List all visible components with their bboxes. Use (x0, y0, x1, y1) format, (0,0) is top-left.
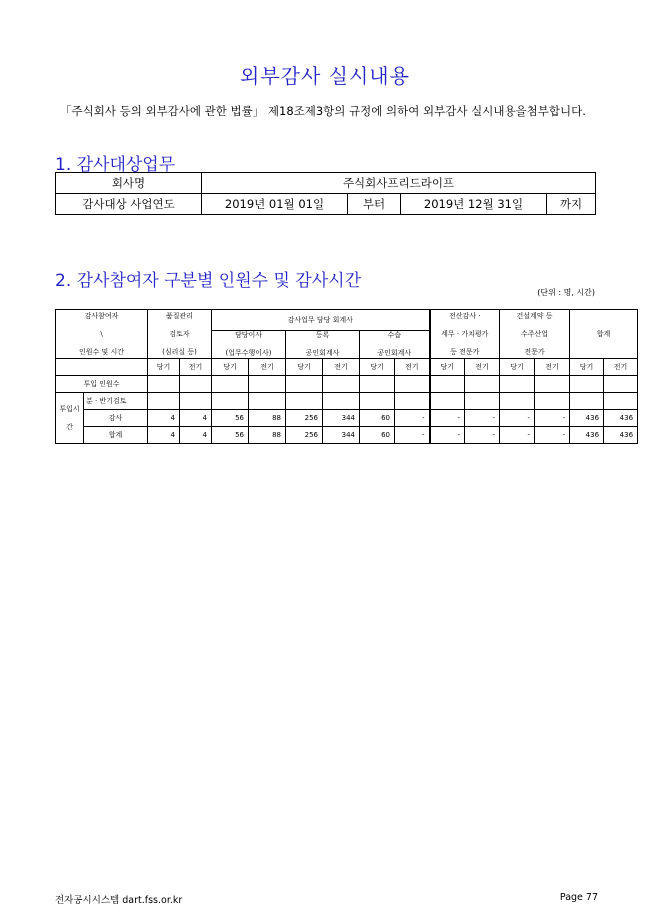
header-total: 합계 (570, 310, 638, 359)
section1-heading: 1. 감사대상업무 (55, 155, 176, 175)
corner-top: 감사참여자 (84, 311, 119, 320)
review-row (56, 393, 638, 410)
hours-group-label: 투입시 간 (56, 393, 84, 444)
headcount-label: 투입 인원수 (56, 376, 148, 393)
unit-note: (단위 : 명, 시간) (537, 288, 595, 297)
audit-label: 감사 (84, 410, 148, 427)
from-label: 부터 (348, 194, 401, 215)
period-label: 감사대상 사업연도 (56, 194, 202, 215)
header-registered: 등록 공인회계사 (286, 331, 360, 359)
header-it-expert: 전산감사 · 세무 · 가치평가 등 전문가 (430, 310, 500, 359)
period-start: 2019년 01월 01일 (202, 194, 348, 215)
header-quality: 품질관리 검토자 (심리실 등) (148, 310, 212, 359)
company-value: 주식회사프리드라이프 (202, 173, 596, 194)
corner-cell (56, 310, 148, 359)
footer-source: 전자공시시스템 dart.fss.or.kr (55, 895, 183, 906)
corner-bottom: 인원수 및 시간 (78, 347, 125, 356)
company-label: 회사명 (56, 173, 202, 194)
intro-text: 「주식회사 등의 외부감사에 관한 법률」 제18조제3항의 규정에 의하여 외부감사 실시내용을첨부합니다. (60, 104, 586, 118)
review-label: 분 · 반기검토 (84, 393, 148, 410)
page-title: 외부감사 실시내용 (240, 64, 410, 88)
page-number: Page 77 (559, 892, 598, 903)
header-trainee: 수습 공인회계사 (360, 331, 430, 359)
period-end: 2019년 12월 31일 (401, 194, 547, 215)
to-label: 까지 (547, 194, 596, 215)
section2-heading: 2. 감사참여자 구분별 인원수 및 감사시간 (55, 271, 361, 291)
audit-participants-table (55, 309, 638, 444)
headcount-row (56, 376, 638, 393)
audit-row: 감사 4 4 56 88 256 344 60 - - - - - 436 436 (56, 410, 638, 427)
sum-label: 합계 (84, 427, 148, 444)
period-header-row: 당기 전기 당기 전기 당기 전기 당기 전기 당기 전기 당기 전기 당기 전기 (56, 359, 638, 376)
sum-row: 합계 4 4 56 88 256 344 60 - - - - - 436 436 (56, 427, 638, 444)
corner-slash: \ (100, 329, 103, 338)
header-audit-group: 감사업무 담당 회계사 (212, 310, 430, 331)
header-construction: 건설계약 등 수주산업 전문가 (500, 310, 570, 359)
header-partner: 담당이사 (업무수행이사) (212, 331, 286, 359)
audit-target-table (55, 172, 596, 215)
